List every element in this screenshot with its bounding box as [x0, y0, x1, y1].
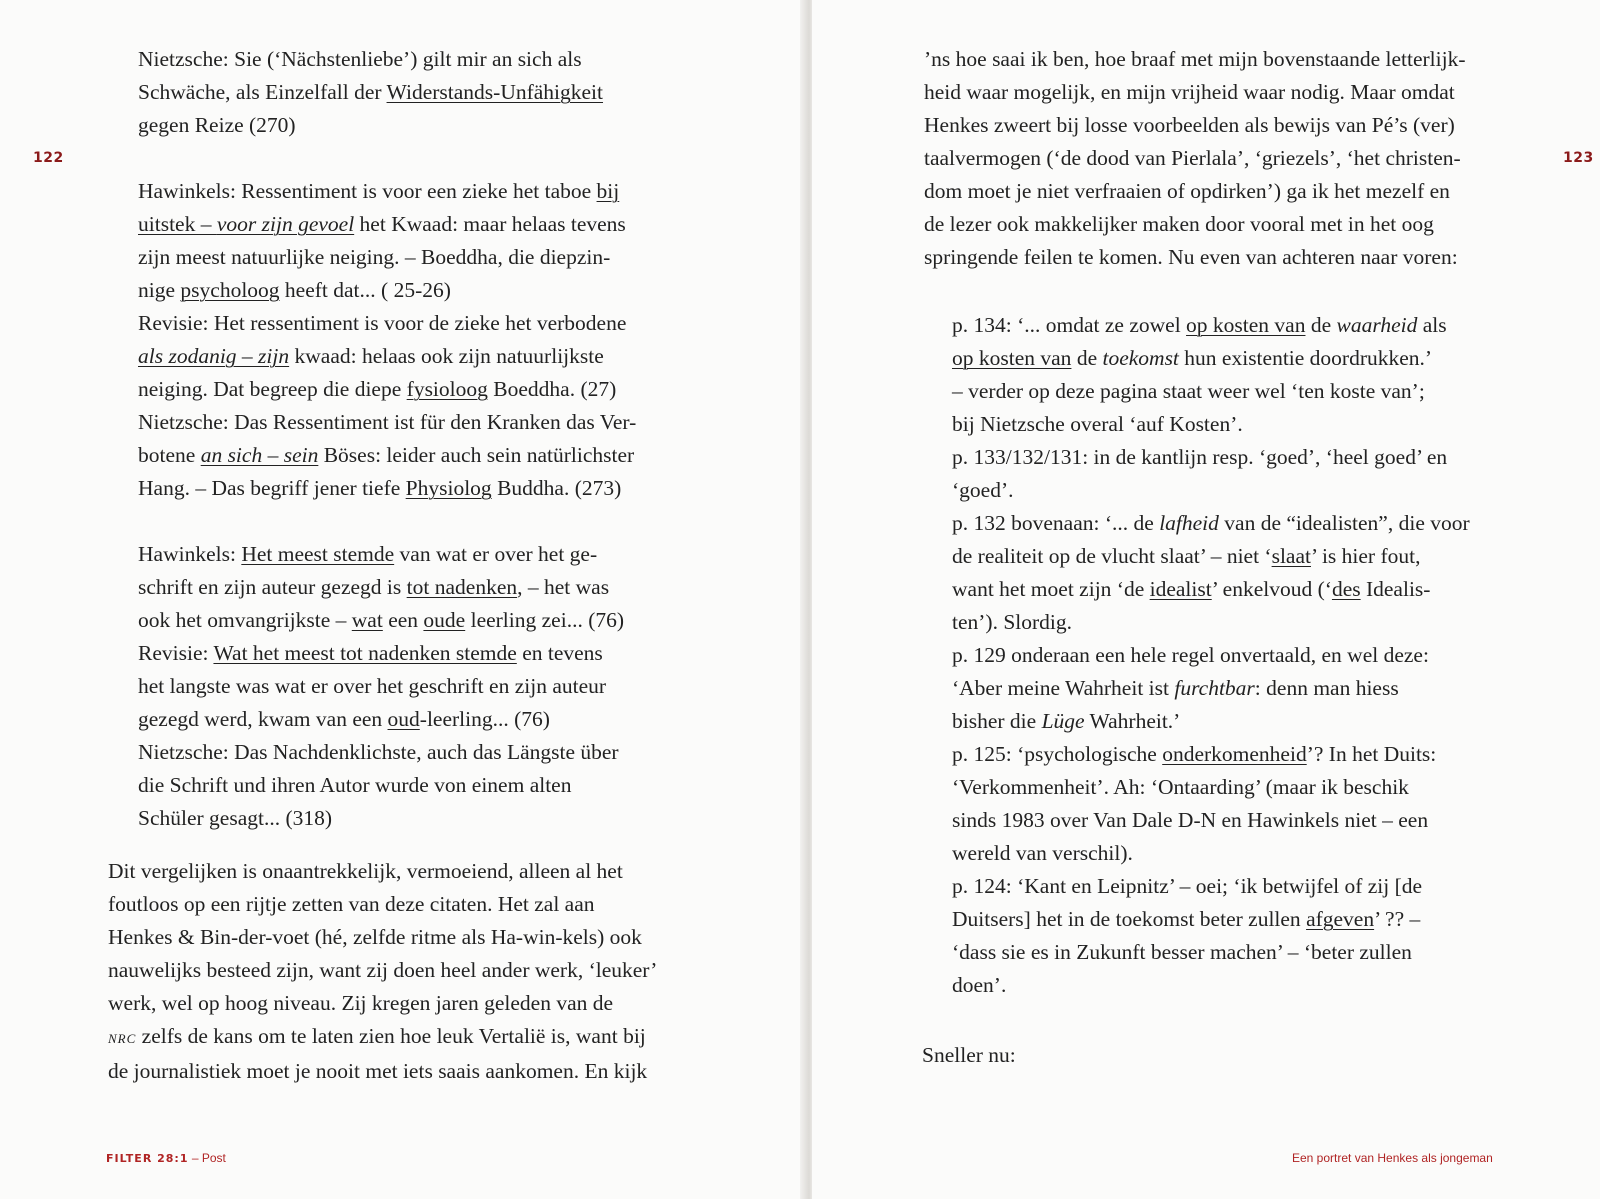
text-line — [952, 639, 1470, 672]
footer-separator: – — [191, 1151, 199, 1165]
footer-left — [106, 1151, 226, 1165]
text-segment: heeft dat... ( 25-26) — [279, 278, 451, 302]
text-line — [952, 474, 1470, 507]
page-number-right: 123 — [1563, 150, 1594, 166]
text-line — [952, 936, 1470, 969]
text-segment: de — [1305, 313, 1337, 337]
text-line — [952, 441, 1470, 474]
text-segment: zelfs de kans om te laten zien hoe leuk Vertalië is, want bij — [136, 1024, 646, 1048]
text-line — [924, 175, 1466, 208]
text-line — [952, 309, 1470, 342]
text-line — [138, 769, 636, 802]
text-line — [108, 855, 657, 888]
text-line — [952, 342, 1470, 375]
text-line — [138, 76, 636, 109]
text-segment: sinds 1983 over Van Dale D-N en Hawinkels niet – een — [952, 808, 1429, 832]
text-line — [138, 472, 636, 505]
text-segment: p. 132 bovenaan: ‘... de — [952, 511, 1160, 535]
text-segment: -leerling... (76) — [419, 707, 550, 731]
footer-right: Een portret van Henkes als jongeman — [1292, 1151, 1493, 1165]
text-line — [138, 736, 636, 769]
text-line — [138, 43, 636, 76]
text-segment: ‘Aber meine Wahrheit ist — [952, 676, 1175, 700]
text-line — [952, 408, 1470, 441]
text-line — [924, 43, 1466, 76]
text-segment: werk, wel op hoog niveau. Zij kregen jaren geleden van de — [108, 991, 614, 1015]
text-segment: hun existentie doordrukken.’ — [1178, 346, 1433, 370]
text-segment: Schwäche, als Einzelfall der — [138, 80, 387, 104]
text-segment: NRC — [108, 1031, 137, 1046]
text-segment: als — [1417, 313, 1447, 337]
text-segment: de — [1071, 346, 1103, 370]
text-segment: zijn meest natuurlijke neiging. – Boeddha, die diepzin- — [138, 245, 611, 269]
text-segment: neiging. Dat begreep die diepe — [138, 377, 407, 401]
text-segment: schrift en zijn auteur gezegd is — [138, 575, 407, 599]
text-line — [924, 109, 1466, 142]
text-segment: Lüge — [1041, 709, 1085, 733]
text-line — [924, 208, 1466, 241]
text-line — [952, 870, 1470, 903]
text-segment: Revisie: — [138, 641, 214, 665]
text-line — [108, 1055, 657, 1088]
text-segment: toekomst — [1102, 346, 1179, 370]
text-segment: Idealis- — [1360, 577, 1431, 601]
text-segment: afgeven — [1306, 907, 1375, 931]
text-line — [138, 439, 636, 472]
text-line — [952, 507, 1470, 540]
text-line — [952, 606, 1470, 639]
text-segment: furchtbar — [1174, 676, 1255, 700]
text-segment: p. 125: ‘psychologische — [952, 742, 1163, 766]
text-line — [108, 954, 657, 987]
text-segment: gezegd werd, kwam van een — [138, 707, 388, 731]
text-line — [108, 921, 657, 954]
text-segment: foutloos op een rijtje zetten van deze citaten. Het zal aan — [108, 892, 595, 916]
text-line — [138, 571, 636, 604]
text-segment: botene — [138, 443, 201, 467]
text-segment: leerling zei... (76) — [465, 608, 625, 632]
text-segment: de lezer ook makkelijker maken door vooral met in het oog — [924, 212, 1434, 236]
text-segment: Revisie: Het ressentiment is voor de zieke het verbodene — [138, 311, 627, 335]
text-line — [138, 175, 636, 208]
text-segment: die Schrift und ihren Autor wurde von einem alten — [138, 773, 572, 797]
text-line — [138, 241, 636, 274]
text-line — [138, 274, 636, 307]
text-segment: oude — [423, 608, 466, 632]
text-line — [138, 802, 636, 835]
text-line — [138, 670, 636, 703]
text-line — [924, 241, 1466, 274]
text-line — [952, 672, 1470, 705]
text-segment: ook het omvangrijkste – — [138, 608, 352, 632]
text-segment: Duitsers] het in de toekomst beter zullen — [952, 907, 1307, 931]
text-line — [108, 987, 657, 1020]
text-segment: Boeddha. (27) — [487, 377, 617, 401]
text-segment: an sich – sein — [200, 443, 319, 467]
text-line — [138, 340, 636, 373]
text-line — [924, 142, 1466, 175]
text-segment: het Kwaad: maar helaas tevens — [354, 212, 626, 236]
text-segment: – verder op deze pagina staat weer wel ‘ten koste van’; — [952, 379, 1425, 403]
text-segment: des — [1331, 577, 1361, 601]
page-number-left: 122 — [33, 150, 64, 166]
text-line — [924, 76, 1466, 109]
text-segment: als zodanig – zijn — [138, 344, 290, 368]
text-segment: Henkes & Bin-der-voet (hé, zelfde ritme als Ha-win-kels) ook — [108, 925, 642, 949]
right-page — [812, 0, 1600, 1199]
text-segment: ‘goed’. — [952, 478, 1014, 502]
body-paragraph-right — [924, 43, 1466, 274]
text-segment: ‘dass sie es in Zukunft besser machen’ – ‘beter zullen — [952, 940, 1412, 964]
text-segment: ’ is hier fout, — [1311, 544, 1421, 568]
text-line — [138, 538, 636, 571]
text-segment: een — [382, 608, 424, 632]
text-segment: Wahrheit.’ — [1084, 709, 1181, 733]
text-segment: Henkes zweert bij losse voorbeelden als bewijs van Pé’s (ver) — [924, 113, 1455, 137]
text-segment: Dit vergelijken is onaantrekkelijk, vermoeiend, alleen al het — [108, 859, 623, 883]
text-segment: van de “idealisten”, die voor — [1218, 511, 1470, 535]
text-segment: Buddha. (273) — [491, 476, 622, 500]
text-segment: p. 124: ‘Kant en Leipnitz’ – oei; ‘ik betwijfel of zij [de — [952, 874, 1423, 898]
text-segment: p. 134: ‘... omdat ze zowel — [952, 313, 1187, 337]
text-segment: Hawinkels: Ressentiment is voor een zieke het taboe — [138, 179, 597, 203]
text-segment: op kosten van — [1186, 313, 1306, 337]
text-segment: taalvermogen (‘de dood van Pierlala’, ‘griezels’, ‘het christen- — [924, 146, 1461, 170]
text-segment: psycholoog — [180, 278, 280, 302]
section-label: Post — [201, 1151, 226, 1165]
text-segment: Nietzsche: Das Ressentiment ist für den Kranken das Ver- — [138, 410, 637, 434]
text-segment: onderkomenheid — [1162, 742, 1307, 766]
text-segment: bij Nietzsche overal ‘auf Kosten’. — [952, 412, 1243, 436]
journal-brand: FILTER 28:1 — [106, 1152, 189, 1165]
text-segment: want het moet zijn ‘de — [952, 577, 1150, 601]
text-line — [952, 705, 1470, 738]
text-segment: nauwelijks besteed zijn, want zij doen heel ander werk, ‘leuker’ — [108, 958, 658, 982]
text-segment: lafheid — [1159, 511, 1219, 535]
text-segment: p. 129 onderaan een hele regel onvertaald, en wel deze: — [952, 643, 1429, 667]
text-segment: Nietzsche: Sie (‘Nächstenliebe’) gilt mir an sich als — [138, 47, 582, 71]
text-line — [138, 307, 636, 340]
text-segment: nige — [138, 278, 181, 302]
text-segment: Wat het meest tot nadenken stemde — [213, 641, 517, 665]
text-segment: kwaad: helaas ook zijn natuurlijkste — [289, 344, 604, 368]
text-line — [138, 604, 636, 637]
text-segment: ’? In het Duits: — [1306, 742, 1437, 766]
text-segment: gegen Reize (270) — [138, 113, 296, 137]
text-line — [952, 969, 1470, 1002]
text-line — [138, 505, 636, 538]
text-segment: wereld van verschil). — [952, 841, 1133, 865]
text-segment: ’ enkelvoud (‘ — [1211, 577, 1332, 601]
text-segment: Schüler gesagt... (318) — [138, 806, 333, 830]
text-segment: wat — [351, 608, 383, 632]
text-segment: ten’). Slordig. — [952, 610, 1073, 634]
text-line — [952, 573, 1470, 606]
text-segment: dom moet je niet verfraaien of opdirken’) ga ik het mezelf en — [924, 179, 1450, 203]
text-line — [138, 373, 636, 406]
text-segment: ’ ?? – — [1374, 907, 1421, 931]
closing-line — [922, 1039, 1016, 1072]
text-line — [952, 903, 1470, 936]
text-line — [138, 406, 636, 439]
text-segment: fysioloog — [406, 377, 488, 401]
body-paragraph — [108, 855, 657, 1088]
text-segment: op kosten van — [952, 346, 1072, 370]
text-segment: oud — [387, 707, 420, 731]
text-line — [952, 771, 1470, 804]
text-segment: Hang. – Das begriff jener tiefe — [138, 476, 406, 500]
text-segment: Widerstands-Unfähigkeit — [386, 80, 604, 104]
text-segment: tot nadenken — [406, 575, 518, 599]
errata-list — [952, 309, 1470, 1002]
text-segment: Hawinkels: — [138, 542, 242, 566]
text-segment: bisher die — [952, 709, 1042, 733]
text-segment: Böses: leider auch sein natürlichster — [318, 443, 635, 467]
text-line — [952, 540, 1470, 573]
text-segment: Nietzsche: Das Nachdenklichste, auch das Längste über — [138, 740, 619, 764]
text-segment: de journalistiek moet je nooit met iets saais aankomen. En kijk — [108, 1059, 648, 1083]
text-segment: bij — [596, 179, 620, 203]
text-line — [108, 1020, 657, 1055]
text-segment: heid waar mogelijk, en mijn vrijheid waar nodig. Maar omdat — [924, 80, 1455, 104]
text-segment: en tevens — [516, 641, 603, 665]
text-line — [138, 637, 636, 670]
quote-block — [138, 43, 636, 835]
text-segment: de realiteit op de vlucht slaat’ – niet ‘ — [952, 544, 1272, 568]
text-segment: idealist — [1149, 577, 1212, 601]
text-segment: springende feilen te komen. Nu even van achteren naar voren: — [924, 245, 1458, 269]
text-segment: uitstek – — [138, 212, 217, 236]
text-segment: ‘Verkommenheit’. Ah: ‘Ontaarding’ (maar ik beschik — [952, 775, 1409, 799]
text-line — [952, 804, 1470, 837]
text-line — [108, 888, 657, 921]
text-segment: voor zijn gevoel — [216, 212, 355, 236]
text-segment: doen’. — [952, 973, 1007, 997]
text-segment: slaat — [1271, 544, 1311, 568]
text-line — [952, 837, 1470, 870]
text-segment: waarheid — [1336, 313, 1418, 337]
text-segment: het langste was wat er over het geschrift en zijn auteur — [138, 674, 607, 698]
text-segment: Het meest stemde — [241, 542, 395, 566]
text-segment: , – het was — [517, 575, 610, 599]
text-line — [138, 208, 636, 241]
text-segment: van wat er over het ge- — [394, 542, 598, 566]
closing-text: Sneller nu: — [922, 1043, 1016, 1067]
text-segment: Physiolog — [405, 476, 492, 500]
text-line — [138, 142, 636, 175]
text-line — [138, 703, 636, 736]
text-segment: ’ns hoe saai ik ben, hoe braaf met mijn bovenstaande letterlijk- — [924, 47, 1466, 71]
text-line — [952, 375, 1470, 408]
text-segment: p. 133/132/131: in de kantlijn resp. ‘goed’, ‘heel goed’ en — [952, 445, 1448, 469]
text-line — [138, 109, 636, 142]
text-line — [952, 738, 1470, 771]
text-segment: : denn man hiess — [1254, 676, 1399, 700]
